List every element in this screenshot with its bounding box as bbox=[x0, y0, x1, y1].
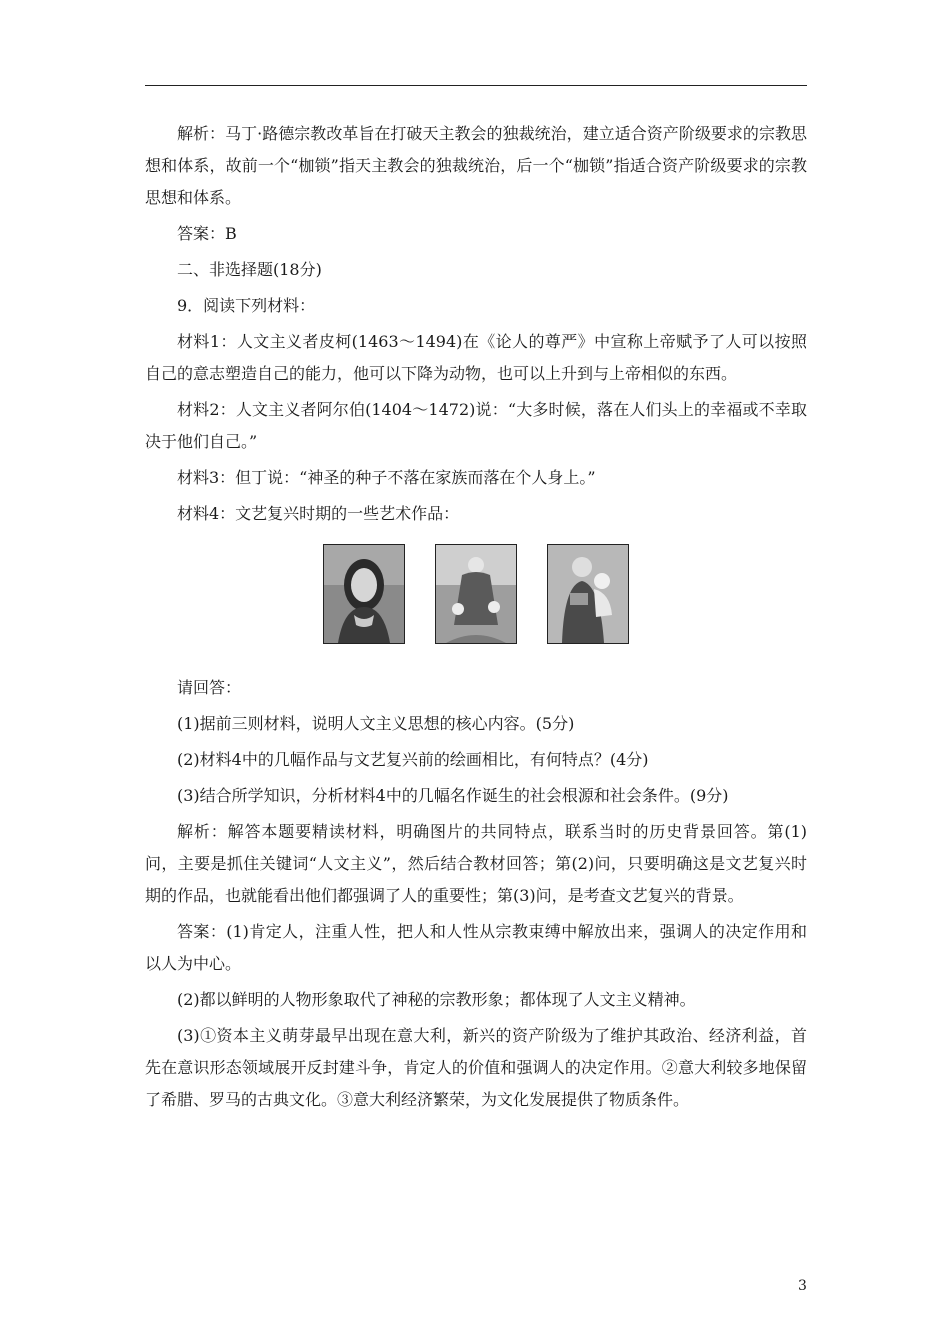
header-rule bbox=[145, 85, 807, 86]
answer-3: (3)①资本主义萌芽最早出现在意大利，新兴的资产阶级为了维护其政治、经济利益，首先在意识形态领域展开反封建斗争，肯定人的价值和强调人的决定作用。②意大利较多地保留了希腊、罗马的古典文化。③意大利经济繁荣，为文化发展提供了物质条件。 bbox=[145, 1026, 807, 1109]
question-1: (1)据前三则材料，说明人文主义思想的核心内容。(5分) bbox=[177, 714, 575, 733]
question-prompt: 请回答： bbox=[177, 678, 242, 697]
page-content bbox=[145, 118, 807, 1116]
answer-1: 答案：(1)肯定人，注重人性，把人和人性从宗教束缚中解放出来，强调人的决定作用和以人为中心。 bbox=[145, 922, 807, 973]
question-3: (3)结合所学知识，分析材料4中的几幅名作诞生的社会根源和社会条件。(9分) bbox=[177, 786, 729, 805]
material-3: 材料3：但丁说：“神圣的种子不落在家族而落在个人身上。” bbox=[177, 468, 596, 487]
analysis-2: 解析：解答本题要精读材料，明确图片的共同特点，联系当时的历史背景回答。第(1)问，主要是抓住关键词“人文主义”，然后结合教材回答；第(2)问，只要明确这是文艺复兴时期的作品，也就能看出他们都强调了人的重要性；第(3)问，是考查文艺复兴的背景。 bbox=[145, 822, 807, 905]
portrait-painting-icon bbox=[323, 544, 405, 644]
page-number: 3 bbox=[798, 1278, 807, 1294]
material-4: 材料4：文艺复兴时期的一些艺术作品： bbox=[177, 504, 460, 523]
material-2: 材料2：人文主义者阿尔伯(1404～1472)说：“大多时候，落在人们头上的幸福或不幸取决于他们自己。” bbox=[145, 400, 807, 451]
analysis-paragraph: 解析：马丁·路德宗教改革旨在打破天主教会的独裁统治，建立适合资产阶级要求的宗教思想和体系，故前一个“枷锁”指天主教会的独裁统治，后一个“枷锁”指适合资产阶级要求的宗教思想和体系。 bbox=[145, 124, 807, 207]
madonna-and-child-painting-icon bbox=[547, 544, 629, 644]
material-1: 材料1：人文主义者皮柯(1463～1494)在《论人的尊严》中宣称上帝赋予了人可以按照自己的意志塑造自己的能力，他可以下降为动物，也可以上升到与上帝相似的东西。 bbox=[145, 332, 807, 383]
artwork-figures bbox=[145, 544, 807, 644]
question-intro: 9．阅读下列材料： bbox=[177, 296, 316, 315]
answer-2: (2)都以鲜明的人物形象取代了神秘的宗教形象；都体现了人文主义精神。 bbox=[177, 990, 696, 1009]
madonna-with-children-painting-icon bbox=[435, 544, 517, 644]
question-2: (2)材料4中的几幅作品与文艺复兴前的绘画相比，有何特点？(4分) bbox=[177, 750, 649, 769]
section-heading: 二、非选择题(18分) bbox=[177, 260, 322, 279]
answer-line: 答案：B bbox=[177, 224, 237, 243]
